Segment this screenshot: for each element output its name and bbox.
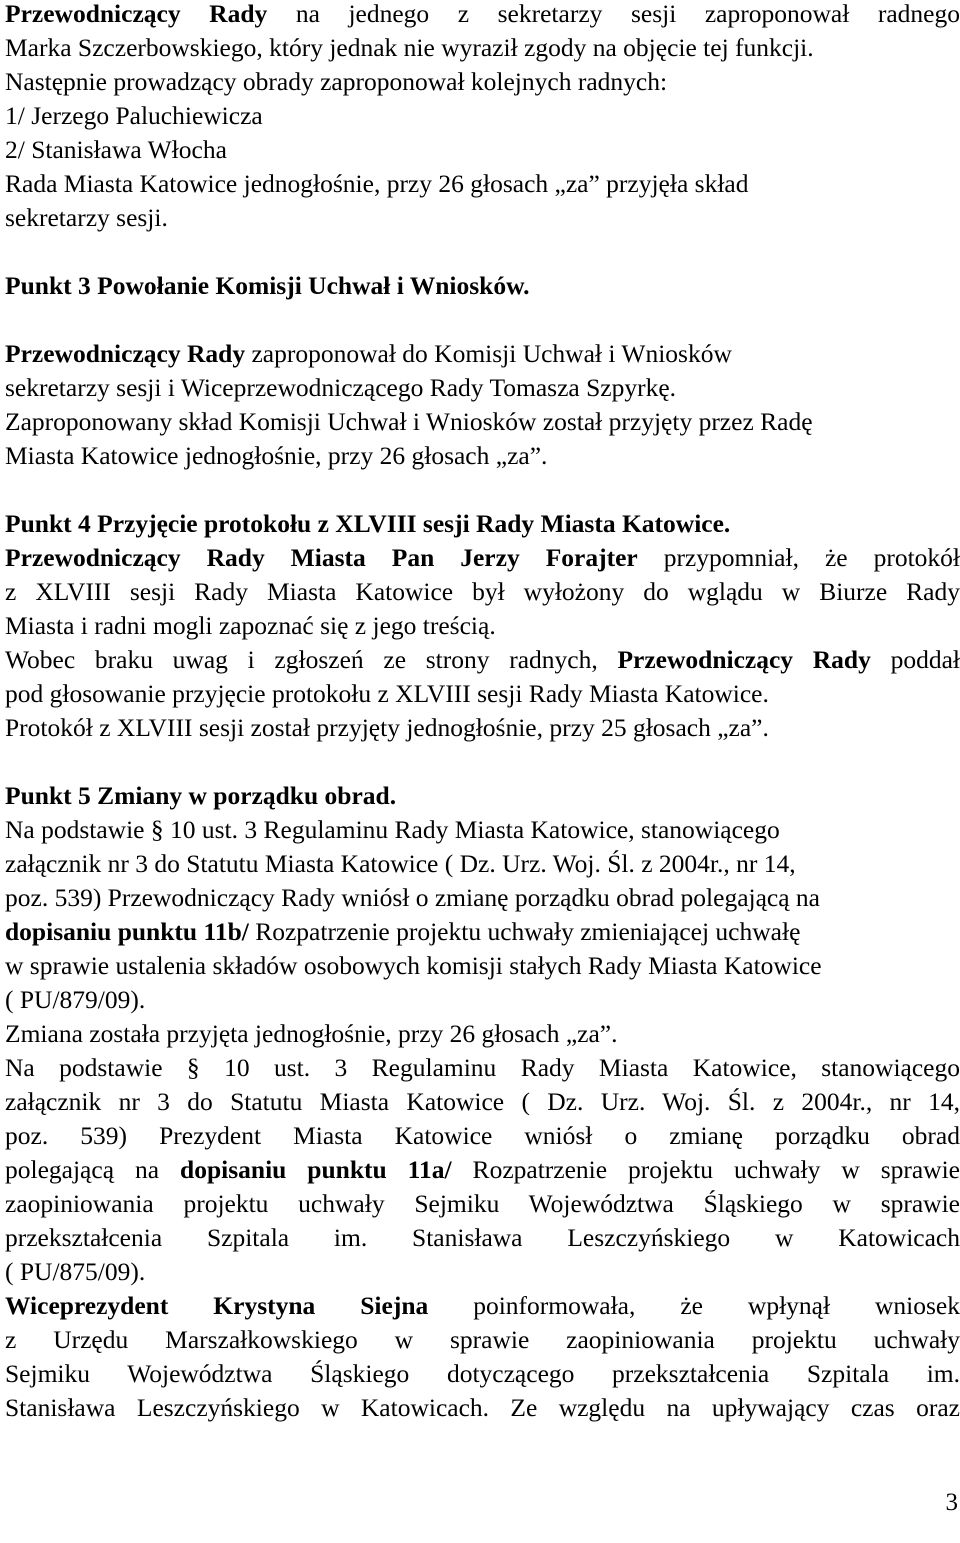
speaker-name: Przewodniczący Rady Miasta Pan Jerzy Forajter bbox=[5, 543, 638, 572]
section-heading bbox=[5, 507, 960, 541]
heading-text: Punkt 5 Zmiany w porządku obrad. bbox=[5, 781, 397, 810]
text-line bbox=[5, 337, 960, 371]
text-line: przekształcenia Szpitala im. Stanisława Leszczyńskiego w Katowicach bbox=[5, 1223, 960, 1252]
list-item: 2/ Stanisława Włocha bbox=[5, 135, 227, 164]
speaker-name: Przewodniczący Rady bbox=[5, 339, 246, 368]
text-line bbox=[5, 0, 960, 31]
speaker-name: Przewodniczący Rady bbox=[5, 0, 268, 28]
text-line bbox=[5, 643, 960, 677]
text-line: Miasta Katowice jednogłośnie, przy 26 głosach „za”. bbox=[5, 441, 548, 470]
section-punkt-4 bbox=[5, 507, 960, 745]
speaker-name: Wiceprezydent Krystyna Siejna bbox=[5, 1291, 429, 1320]
section-heading bbox=[5, 269, 960, 303]
spacer bbox=[5, 473, 960, 507]
text-line: załącznik nr 3 do Statutu Miasta Katowice ( Dz. Urz. Woj. Śl. z 2004r., nr 14, bbox=[5, 849, 796, 878]
heading-text: Punkt 4 Przyjęcie protokołu z XLVIII sesji Rady Miasta Katowice. bbox=[5, 509, 731, 538]
section-heading bbox=[5, 779, 960, 813]
text-span: Wobec braku uwag i zgłoszeń ze strony radnych, bbox=[5, 645, 618, 674]
text-line: Sejmiku Województwa Śląskiego dotyczącego przekształcenia Szpitala im. bbox=[5, 1359, 960, 1388]
text-line: z Urzędu Marszałkowskiego w sprawie zaopiniowania projektu uchwały bbox=[5, 1325, 960, 1354]
text-line: Marka Szczerbowskiego, który jednak nie wyraził zgody na objęcie tej funkcji. bbox=[5, 33, 814, 62]
text-span: zaproponował do Komisji Uchwał i Wniosków bbox=[245, 339, 732, 368]
text-line: Protokół z XLVIII sesji został przyjęty jednogłośnie, przy 25 głosach „za”. bbox=[5, 713, 769, 742]
document-page bbox=[5, 0, 960, 1425]
heading-text: Punkt 3 Powołanie Komisji Uchwał i Wniosków. bbox=[5, 271, 530, 300]
text-span: przypomniał, że protokół bbox=[637, 543, 960, 572]
text-line: Na podstawie § 10 ust. 3 Regulaminu Rady Miasta Katowice, stanowiącego bbox=[5, 1053, 960, 1082]
text-span: poddał bbox=[870, 645, 960, 674]
text-line: Miasta i radni mogli zapoznać się z jego treścią. bbox=[5, 611, 496, 640]
text-span: polegającą na bbox=[5, 1155, 181, 1184]
secretaries-section bbox=[5, 0, 960, 235]
emphasis-text: dopisaniu punktu 11b/ bbox=[5, 917, 249, 946]
spacer bbox=[5, 303, 960, 337]
section-punkt-3 bbox=[5, 269, 960, 473]
text-line: Następnie prowadzący obrady zaproponował kolejnych radnych: bbox=[5, 67, 668, 96]
emphasis-text: dopisaniu punktu 11a/ bbox=[180, 1155, 452, 1184]
text-line: ( PU/875/09). bbox=[5, 1257, 146, 1286]
text-line: Zmiana została przyjęta jednogłośnie, przy 26 głosach „za”. bbox=[5, 1019, 618, 1048]
text-line: w sprawie ustalenia składów osobowych komisji stałych Rady Miasta Katowice bbox=[5, 951, 822, 980]
text-line: Rada Miasta Katowice jednogłośnie, przy 26 głosach „za” przyjęła skład bbox=[5, 169, 749, 198]
text-span: poinformowała, że wpłynął wniosek bbox=[428, 1291, 960, 1320]
text-line: zaopiniowania projektu uchwały Sejmiku Województwa Śląskiego w sprawie bbox=[5, 1189, 960, 1218]
text-span: Rozpatrzenie projektu uchwały zmieniającej uchwałę bbox=[248, 917, 801, 946]
speaker-name: Przewodniczący Rady bbox=[617, 645, 871, 674]
text-line: sekretarzy sesji i Wiceprzewodniczącego Rady Tomasza Szpyrkę. bbox=[5, 373, 677, 402]
text-span: na jednego z sekretarzy sesji zaproponował radnego bbox=[267, 0, 960, 28]
text-line bbox=[5, 915, 960, 949]
text-line: Zaproponowany skład Komisji Uchwał i Wniosków został przyjęty przez Radę bbox=[5, 407, 813, 436]
text-line: Stanisława Leszczyńskiego w Katowicach. Ze względu na upływający czas oraz bbox=[5, 1393, 960, 1422]
list-item: 1/ Jerzego Paluchiewicza bbox=[5, 101, 263, 130]
spacer bbox=[5, 745, 960, 779]
text-line: poz. 539) Prezydent Miasta Katowice wniósł o zmianę porządku obrad bbox=[5, 1121, 960, 1150]
text-line: Na podstawie § 10 ust. 3 Regulaminu Rady Miasta Katowice, stanowiącego bbox=[5, 815, 780, 844]
text-line bbox=[5, 1289, 960, 1323]
text-line: poz. 539) Przewodniczący Rady wniósł o zmianę porządku obrad polegającą na bbox=[5, 883, 820, 912]
text-line: pod głosowanie przyjęcie protokołu z XLVIII sesji Rady Miasta Katowice. bbox=[5, 679, 769, 708]
section-punkt-5 bbox=[5, 779, 960, 1425]
text-line: sekretarzy sesji. bbox=[5, 203, 168, 232]
text-line bbox=[5, 1153, 960, 1187]
text-span: Rozpatrzenie projektu uchwały w sprawie bbox=[451, 1155, 960, 1184]
page-number: 3 bbox=[945, 1489, 958, 1516]
text-line bbox=[5, 541, 960, 575]
text-line: załącznik nr 3 do Statutu Miasta Katowice ( Dz. Urz. Woj. Śl. z 2004r., nr 14, bbox=[5, 1087, 960, 1116]
spacer bbox=[5, 235, 960, 269]
text-line: z XLVIII sesji Rady Miasta Katowice był wyłożony do wglądu w Biurze Rady bbox=[5, 577, 960, 606]
text-line: ( PU/879/09). bbox=[5, 985, 146, 1014]
